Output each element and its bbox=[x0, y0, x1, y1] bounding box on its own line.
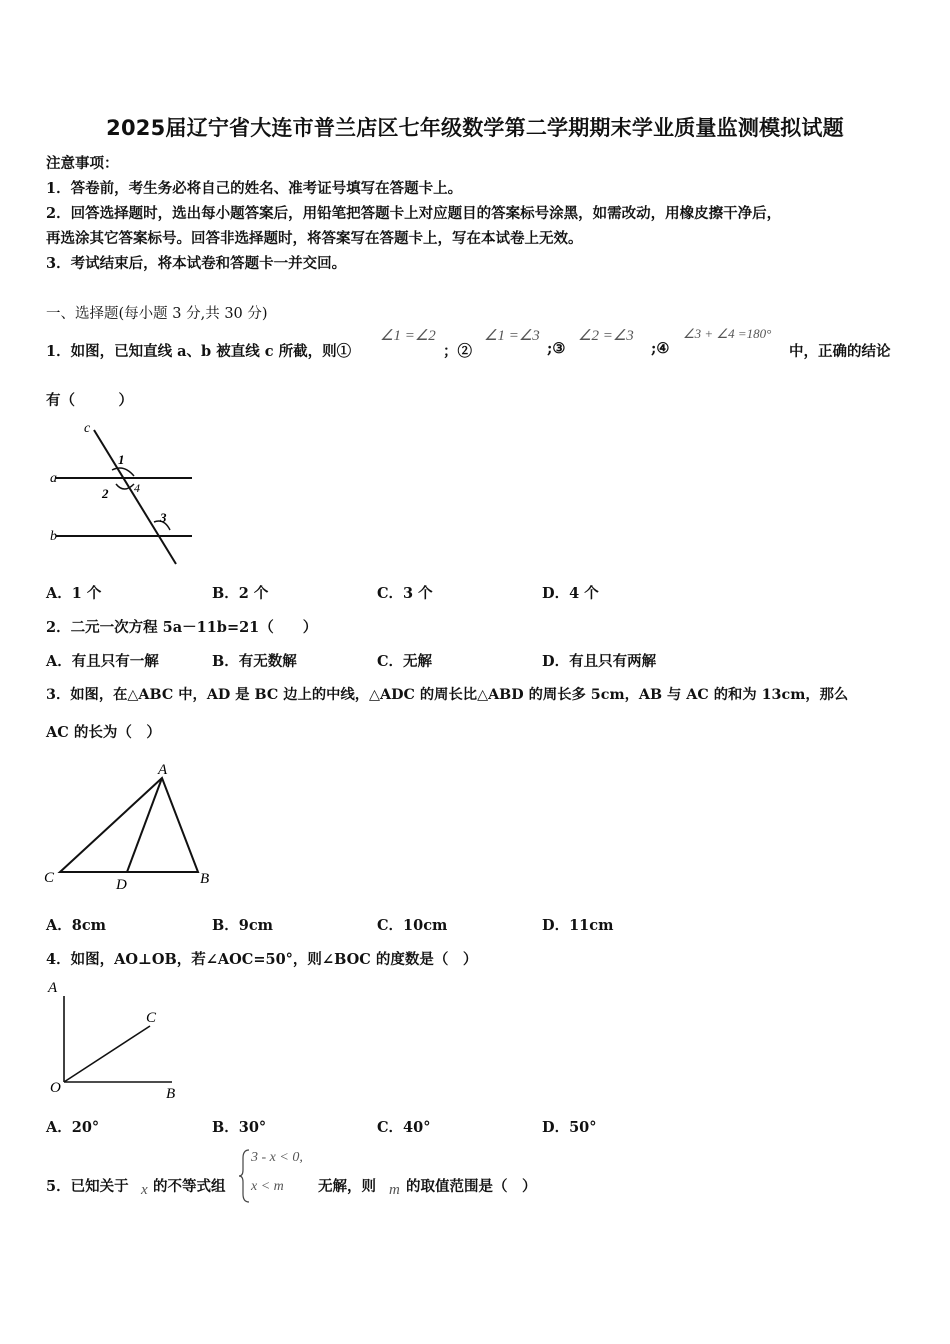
q2-option-d[interactable]: D．有且只有两解 bbox=[542, 653, 657, 670]
q1-math-3: ∠2 =∠3 bbox=[578, 328, 634, 344]
label-b: B bbox=[200, 871, 210, 887]
label-4: 4 bbox=[134, 481, 140, 495]
label-3: 3 bbox=[160, 510, 167, 525]
label-c: c bbox=[84, 421, 91, 436]
q2-option-b[interactable]: B．有无数解 bbox=[212, 653, 297, 670]
q1-option-c[interactable]: C．3 个 bbox=[377, 585, 433, 602]
q1-math-2: ∠1 =∠3 bbox=[484, 328, 540, 344]
q3-stem: 3．如图，在△ABC 中，AD 是 BC 边上的中线，△ADC 的周长比△ABD 的周长多 5cm，AB 与 AC 的和为 13cm，那么 bbox=[46, 687, 849, 703]
q5-text: 5．已知关于 bbox=[46, 1178, 129, 1195]
q1-stem: 1．如图，已知直线 a、b 被直线 c 所截，则① bbox=[46, 343, 352, 360]
q5-var-m: m bbox=[389, 1182, 400, 1198]
label-a: A bbox=[48, 980, 58, 996]
label-a: A bbox=[158, 762, 168, 778]
q1-sep: ;④ bbox=[651, 340, 670, 357]
q3-option-a[interactable]: A．8cm bbox=[46, 917, 107, 934]
q5-var-x: x bbox=[141, 1182, 148, 1198]
q1-line2: 有（ ） bbox=[46, 392, 133, 409]
q5-text: 的取值范围是（ ） bbox=[406, 1178, 537, 1195]
notice-item: 1．答卷前，考生务必将自己的姓名、准考证号填写在答题卡上。 bbox=[46, 180, 463, 197]
q5-system-line1: 3 - x < 0, bbox=[251, 1150, 303, 1165]
q4-figure bbox=[40, 976, 190, 1106]
q5-text: 的不等式组 bbox=[153, 1178, 226, 1195]
median-ad bbox=[127, 778, 162, 872]
section-heading: 一、选择题(每小题 3 分,共 30 分) bbox=[46, 306, 268, 322]
label-1: 1 bbox=[118, 452, 125, 467]
q4-option-d[interactable]: D．50° bbox=[542, 1119, 597, 1136]
q5-text: 无解，则 bbox=[318, 1178, 376, 1195]
q1-math-4: ∠3 + ∠4 =180° bbox=[683, 326, 772, 341]
q5-system-line2: x < m bbox=[251, 1179, 284, 1194]
q1-sep: ；② bbox=[443, 343, 472, 360]
label-d: D bbox=[116, 877, 127, 893]
q1-figure bbox=[46, 418, 206, 568]
label-a: a bbox=[50, 471, 57, 486]
triangle-abc bbox=[60, 778, 198, 872]
q1-option-d[interactable]: D．4 个 bbox=[542, 585, 599, 602]
q4-stem: 4．如图，AO⊥OB，若∠AOC=50°，则∠BOC 的度数是（ ） bbox=[46, 951, 478, 968]
q1-stem-end: 中，正确的结论 bbox=[789, 343, 891, 360]
page-title: 2025届辽宁省大连市普兰店区七年级数学第二学期期末学业质量监测模拟试题 bbox=[106, 116, 844, 140]
notice-item: 3．考试结束后，将本试卷和答题卡一并交回。 bbox=[46, 255, 347, 272]
q1-option-b[interactable]: B．2 个 bbox=[212, 585, 269, 602]
q2-option-c[interactable]: C．无解 bbox=[377, 653, 433, 670]
q1-sep: ;③ bbox=[547, 340, 566, 357]
label-b: b bbox=[50, 529, 57, 544]
q4-option-b[interactable]: B．30° bbox=[212, 1119, 267, 1136]
q3-line2: AC 的长为（ ） bbox=[46, 724, 161, 741]
q2-option-a[interactable]: A．有且只有一解 bbox=[46, 653, 159, 670]
q3-figure bbox=[40, 758, 220, 898]
notice-item: 再选涂其它答案标号。回答非选择题时，将答案写在答题卡上，写在本试卷上无效。 bbox=[46, 230, 583, 247]
label-2: 2 bbox=[102, 486, 109, 501]
notice-heading: 注意事项： bbox=[46, 155, 119, 172]
q1-option-a[interactable]: A．1 个 bbox=[46, 585, 102, 602]
q1-math-1: ∠1 =∠2 bbox=[380, 328, 436, 344]
q3-option-c[interactable]: C．10cm bbox=[377, 917, 448, 934]
ray-oc bbox=[64, 1026, 150, 1082]
q3-option-b[interactable]: B．9cm bbox=[212, 917, 274, 934]
q4-option-c[interactable]: C．40° bbox=[377, 1119, 431, 1136]
label-o: O bbox=[50, 1080, 61, 1096]
notice-item: 2．回答选择题时，选出每小题答案后，用铅笔把答题卡上对应题目的答案标号涂黑，如需改动，用橡皮擦干净后， bbox=[46, 205, 782, 222]
q3-option-d[interactable]: D．11cm bbox=[542, 917, 614, 934]
label-c: C bbox=[44, 870, 55, 886]
q4-option-a[interactable]: A．20° bbox=[46, 1119, 100, 1136]
label-c: C bbox=[146, 1010, 157, 1026]
brace-icon bbox=[238, 1148, 252, 1204]
q2-stem: 2．二元一次方程 5a－11b=21（ ） bbox=[46, 619, 318, 636]
label-b: B bbox=[166, 1086, 176, 1102]
